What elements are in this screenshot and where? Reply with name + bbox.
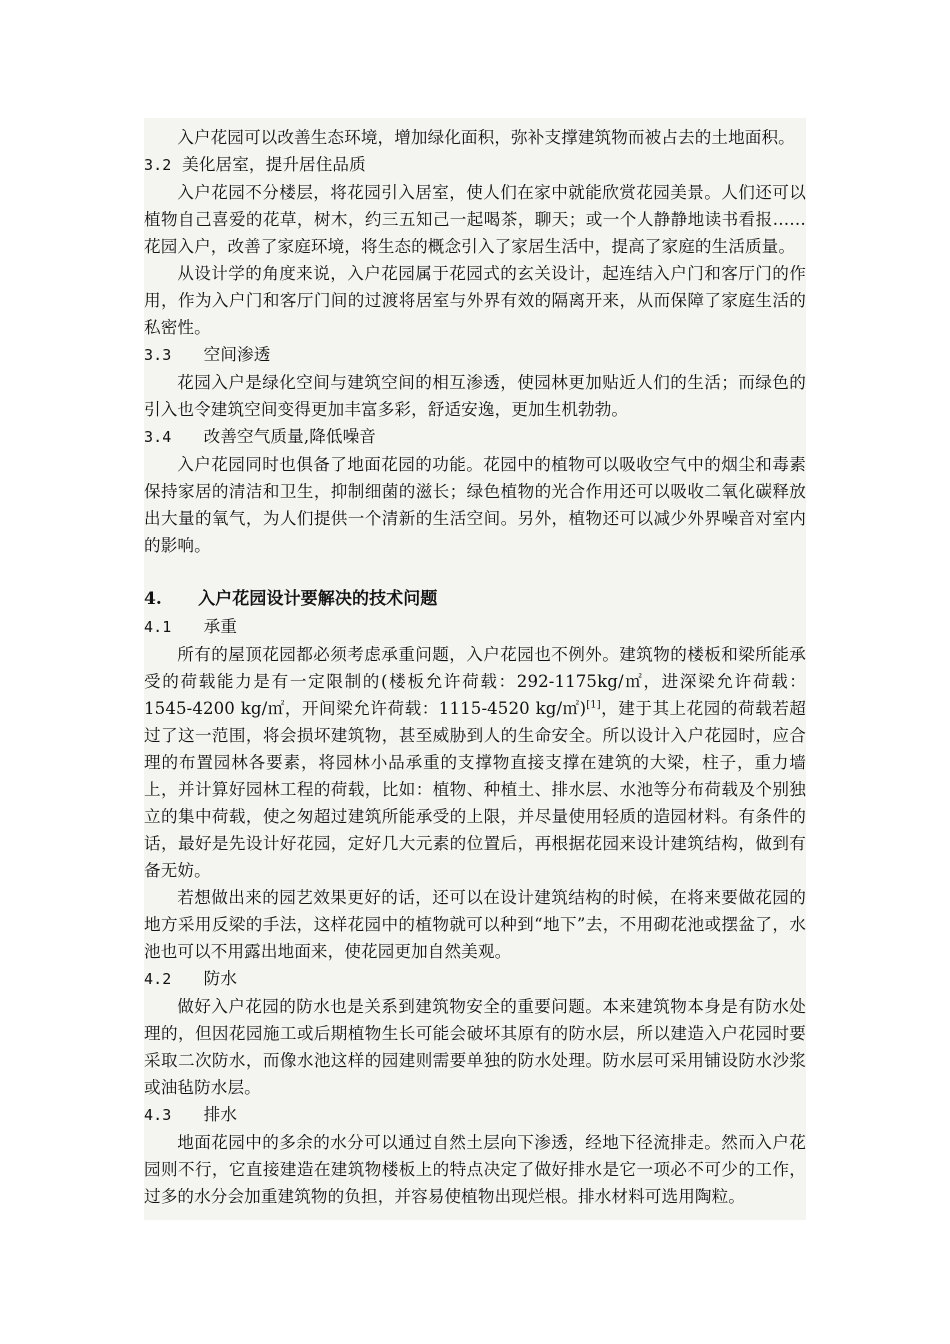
paragraph-3-1-ecology: 入户花园可以改善生态环境，增加绿化面积，弥补支撑建筑物而被占去的土地面积。 bbox=[177, 128, 795, 147]
section-number: 4.2 bbox=[144, 970, 172, 988]
section-title: 改善空气质量,降低噪音 bbox=[203, 427, 376, 446]
citation-reference: [1] bbox=[586, 699, 601, 711]
chapter-number: 4. bbox=[144, 589, 162, 609]
section-title: 防水 bbox=[203, 969, 238, 988]
paragraph-4-1-2: 若想做出来的园艺效果更好的话，还可以在设计建筑结构的时候，在将来要做花园的地方采用反梁的手法，这样花园中的植物就可以种到“地下”去，不用砌花池或摆盆了，水池也可以不用露出地面来，使花园更加自然美观。 bbox=[144, 888, 806, 961]
document-body bbox=[144, 124, 806, 1210]
section-heading-4-3 bbox=[144, 1101, 806, 1129]
section-number: 3.4 bbox=[144, 428, 172, 446]
paragraph-3-2-1: 入户花园不分楼层，将花园引入居室，使人们在家中就能欣赏花园美景。人们还可以植物自己喜爱的花草，树木，约三五知己一起喝茶，聊天；或一个人静静地读书看报……花园入户，改善了家庭环境，将生态的概念引入了家居生活中，提高了家庭的生活质量。 bbox=[144, 183, 806, 256]
paragraph-text: ，建于其上花园的荷载若超过了这一范围，将会损坏建筑物，甚至威胁到人的生命安全。所以设计入户花园时，应合理的布置园林各要素，将园林小品承重的支撑物直接支撑在建筑的大梁，柱子，重力墙上，并计算好园林工程的荷载，比如：植物、种植土、排水层、水池等分布荷载及个别独立的集中荷载，使之匆超过建筑所能承受的上限，并尽量使用轻质的造园材料。有条件的话，最好是先设计好花园，定好几大元素的位置后，再根据花园来设计建筑结构，做到有备无妨。 bbox=[144, 699, 806, 880]
chapter-title: 入户花园设计要解决的技术问题 bbox=[198, 589, 438, 609]
section-heading-3-3 bbox=[144, 341, 806, 369]
section-heading-4-2 bbox=[144, 965, 806, 993]
paragraph-3-3-1: 花园入户是绿化空间与建筑空间的相互渗透，使园林更加贴近人们的生活；而绿色的引入也令建筑空间变得更加丰富多彩，舒适安逸，更加生机勃勃。 bbox=[144, 373, 806, 419]
section-title: 承重 bbox=[203, 617, 238, 636]
paragraph-3-4-1: 入户花园同时也俱备了地面花园的功能。花园中的植物可以吸收空气中的烟尘和毒素保持家居的清洁和卫生，抑制细菌的滋长；绿色植物的光合作用还可以吸收二氧化碳释放出大量的氧气，为人们提供一个清新的生活空间。另外，植物还可以减少外界噪音对室内的影响。 bbox=[144, 455, 806, 555]
chapter-heading-4 bbox=[144, 586, 806, 613]
paragraph-3-2-2: 从设计学的角度来说，入户花园属于花园式的玄关设计，起连结入户门和客厅门的作用，作为入户门和客厅门间的过渡将居室与外界有效的隔离开来，从而保障了家庭生活的私密性。 bbox=[144, 264, 806, 337]
paragraph-text: 所有的屋顶花园都必须考虑承重问题，入户花园也不例外。建筑物的楼板和梁所能承受的荷载能力是有一定限制的(楼板允许荷载：292-1175kg/㎡，进深梁允许荷载：1545-4200 kg/㎡，开间梁允许荷载：1115-4520 kg/㎡) bbox=[144, 645, 806, 718]
section-number: 4.3 bbox=[144, 1106, 172, 1124]
paragraph-4-2-1: 做好入户花园的防水也是关系到建筑物安全的重要问题。本来建筑物本身是有防水处理的，但因花园施工或后期植物生长可能会破坏其原有的防水层，所以建造入户花园时要采取二次防水，而像水池这样的园建则需要单独的防水处理。防水层可采用铺设防水沙浆或油毡防水层。 bbox=[144, 997, 806, 1097]
section-number: 3.3 bbox=[144, 346, 172, 364]
section-heading-3-4 bbox=[144, 423, 806, 451]
section-number: 4.1 bbox=[144, 618, 172, 636]
section-title: 排水 bbox=[203, 1105, 238, 1124]
section-heading-3-2 bbox=[144, 151, 806, 179]
section-title: 美化居室，提升居住品质 bbox=[182, 155, 366, 174]
paragraph-4-3-1: 地面花园中的多余的水分可以通过自然土层向下渗透，经地下径流排走。然而入户花园则不行，它直接建造在建筑物楼板上的特点决定了做好排水是它一项必不可少的工作，过多的水分会加重建筑物的负担，并容易使植物出现烂根。排水材料可选用陶粒。 bbox=[144, 1133, 806, 1206]
section-number: 3.2 bbox=[144, 156, 172, 174]
section-title: 空间渗透 bbox=[203, 345, 271, 364]
paragraph-4-1-1 bbox=[144, 641, 806, 884]
section-heading-4-1 bbox=[144, 613, 806, 641]
